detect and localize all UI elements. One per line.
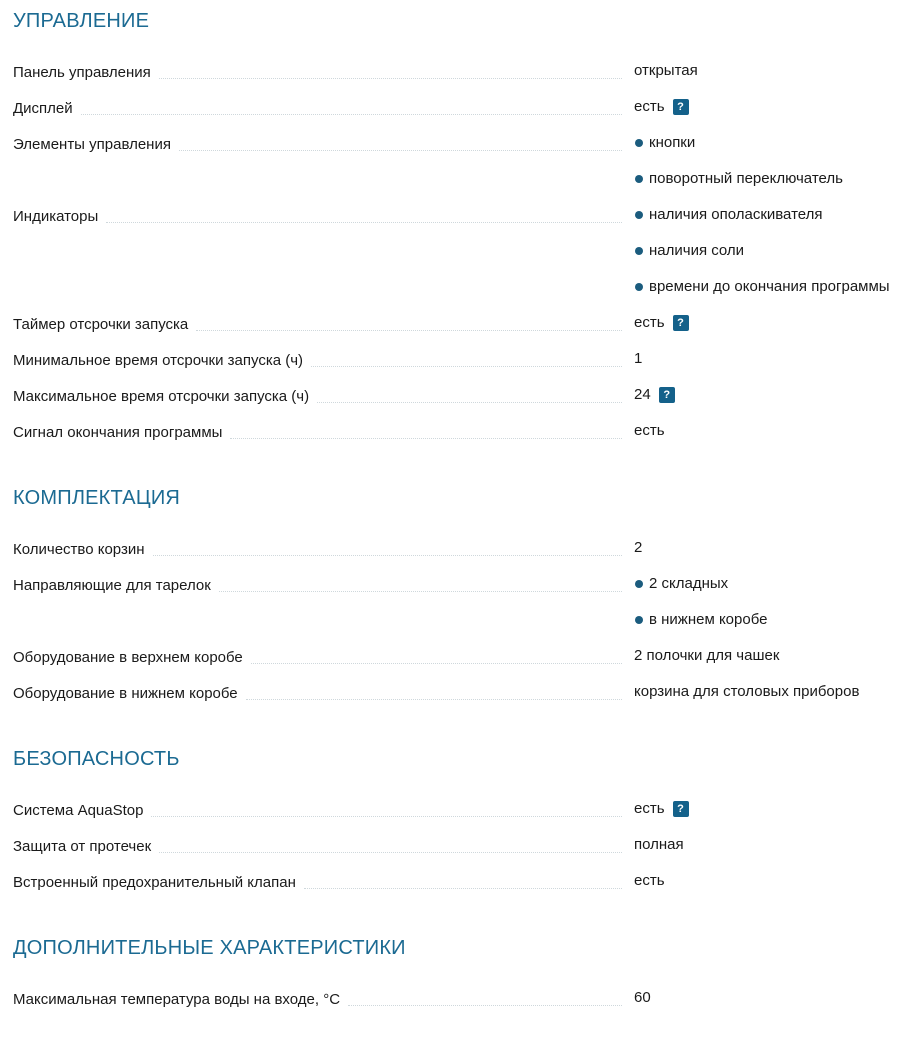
spec-label-container <box>13 645 622 667</box>
bullet-icon <box>635 616 643 624</box>
dotted-leader <box>159 77 622 79</box>
section-title: КОМПЛЕКТАЦИЯ <box>13 487 181 509</box>
bullet-icon <box>635 211 643 219</box>
spec-value: кнопки <box>649 134 696 151</box>
spec-value: времени до окончания программы <box>649 278 890 295</box>
spec-row <box>0 870 910 906</box>
spec-label-container <box>13 132 622 154</box>
dotted-leader <box>230 437 622 439</box>
spec-row <box>0 834 910 870</box>
spec-label-container <box>13 60 622 82</box>
spec-value: есть <box>634 314 665 331</box>
spec-value-line <box>634 60 698 82</box>
help-icon[interactable]: ? <box>659 387 675 403</box>
spec-value: корзина для столовых приборов <box>634 683 860 700</box>
spec-value-line <box>634 276 890 298</box>
spec-value: полная <box>634 836 684 853</box>
spec-row <box>0 312 910 348</box>
spec-label: Индикаторы <box>13 208 106 226</box>
section-title: БЕЗОПАСНОСТЬ <box>13 748 180 770</box>
spec-value: 2 <box>634 539 643 556</box>
spec-value: в нижнем коробе <box>649 611 768 628</box>
dotted-leader <box>81 113 622 115</box>
spec-label-container <box>13 681 622 703</box>
dotted-leader <box>179 149 622 151</box>
spec-label: Панель управления <box>13 64 159 82</box>
spec-value-line <box>634 204 823 226</box>
spec-label-container <box>13 420 622 442</box>
spec-value-line <box>634 240 744 262</box>
section-title: УПРАВЛЕНИЕ <box>13 10 150 32</box>
spec-value-line <box>634 348 642 370</box>
dotted-leader <box>246 698 622 700</box>
dotted-leader <box>348 1004 622 1006</box>
dotted-leader <box>317 401 622 403</box>
dotted-leader <box>106 221 622 223</box>
spec-value: наличия ополаскивателя <box>649 206 823 223</box>
spec-value-line <box>634 537 642 559</box>
spec-row <box>0 681 910 717</box>
spec-row <box>0 420 910 456</box>
spec-value: 2 полочки для чашек <box>634 647 780 664</box>
section-title: ДОПОЛНИТЕЛЬНЫЕ ХАРАКТЕРИСТИКИ <box>13 937 406 959</box>
dotted-leader <box>151 815 622 817</box>
spec-row <box>0 573 910 628</box>
spec-value: есть <box>634 98 665 115</box>
dotted-leader <box>159 851 622 853</box>
spec-label: Минимальное время отсрочки запуска (ч) <box>13 352 311 370</box>
spec-label: Сигнал окончания программы <box>13 424 230 442</box>
spec-label-container <box>13 384 622 406</box>
dotted-leader <box>251 662 622 664</box>
spec-value-line <box>634 609 767 631</box>
dotted-leader <box>196 329 622 331</box>
spec-value-line <box>634 987 651 1009</box>
bullet-icon <box>635 139 643 147</box>
spec-value: есть <box>634 422 665 439</box>
spec-row <box>0 537 910 573</box>
spec-label-container <box>13 348 622 370</box>
spec-label: Система AquaStop <box>13 802 151 820</box>
dotted-leader <box>153 554 622 556</box>
spec-value-line <box>634 798 689 820</box>
spec-label-container <box>13 96 622 118</box>
bullet-icon <box>635 175 643 183</box>
spec-row <box>0 96 910 132</box>
spec-row <box>0 204 910 295</box>
spec-row <box>0 348 910 384</box>
spec-value: 60 <box>634 989 651 1006</box>
spec-value-line <box>634 681 859 703</box>
spec-label-container <box>13 312 622 334</box>
spec-row <box>0 60 910 96</box>
spec-label: Таймер отсрочки запуска <box>13 316 196 334</box>
spec-label: Встроенный предохранительный клапан <box>13 874 304 892</box>
bullet-icon <box>635 247 643 255</box>
spec-row <box>0 798 910 834</box>
help-icon[interactable]: ? <box>673 801 689 817</box>
spec-value-line <box>634 834 684 856</box>
dotted-leader <box>219 590 622 592</box>
spec-label-container <box>13 987 622 1009</box>
spec-value-line <box>634 420 665 442</box>
spec-value-line <box>634 96 689 118</box>
spec-label: Дисплей <box>13 100 81 118</box>
spec-value-line <box>634 312 689 334</box>
spec-value: 24 <box>634 386 651 403</box>
spec-label: Оборудование в верхнем коробе <box>13 649 251 667</box>
spec-label: Направляющие для тарелок <box>13 577 219 595</box>
spec-value-line <box>634 645 779 667</box>
spec-label-container <box>13 573 622 595</box>
spec-label: Количество корзин <box>13 541 153 559</box>
spec-value: 2 складных <box>649 575 729 592</box>
spec-value: есть <box>634 872 665 889</box>
spec-label: Оборудование в нижнем коробе <box>13 685 246 703</box>
dotted-leader <box>311 365 622 367</box>
spec-value: наличия соли <box>649 242 745 259</box>
spec-row <box>0 384 910 420</box>
help-icon[interactable]: ? <box>673 99 689 115</box>
spec-label-container <box>13 834 622 856</box>
spec-value: есть <box>634 800 665 817</box>
help-icon[interactable]: ? <box>673 315 689 331</box>
spec-label-container <box>13 798 622 820</box>
spec-value-line <box>634 168 843 190</box>
spec-value: 1 <box>634 350 643 367</box>
spec-value: открытая <box>634 62 698 79</box>
spec-label-container <box>13 537 622 559</box>
spec-label: Защита от протечек <box>13 838 159 856</box>
spec-value-line <box>634 870 665 892</box>
spec-row <box>0 987 910 1023</box>
spec-label: Максимальное время отсрочки запуска (ч) <box>13 388 317 406</box>
spec-value-line <box>634 573 728 595</box>
bullet-icon <box>635 283 643 291</box>
spec-label: Элементы управления <box>13 136 179 154</box>
spec-value-line <box>634 384 675 406</box>
spec-row <box>0 132 910 187</box>
spec-row <box>0 645 910 681</box>
spec-value-line <box>634 132 695 154</box>
bullet-icon <box>635 580 643 588</box>
spec-value: поворотный переключатель <box>649 170 843 187</box>
spec-label-container <box>13 204 622 226</box>
spec-label: Максимальная температура воды на входе, °C <box>13 991 348 1009</box>
spec-label-container <box>13 870 622 892</box>
dotted-leader <box>304 887 622 889</box>
